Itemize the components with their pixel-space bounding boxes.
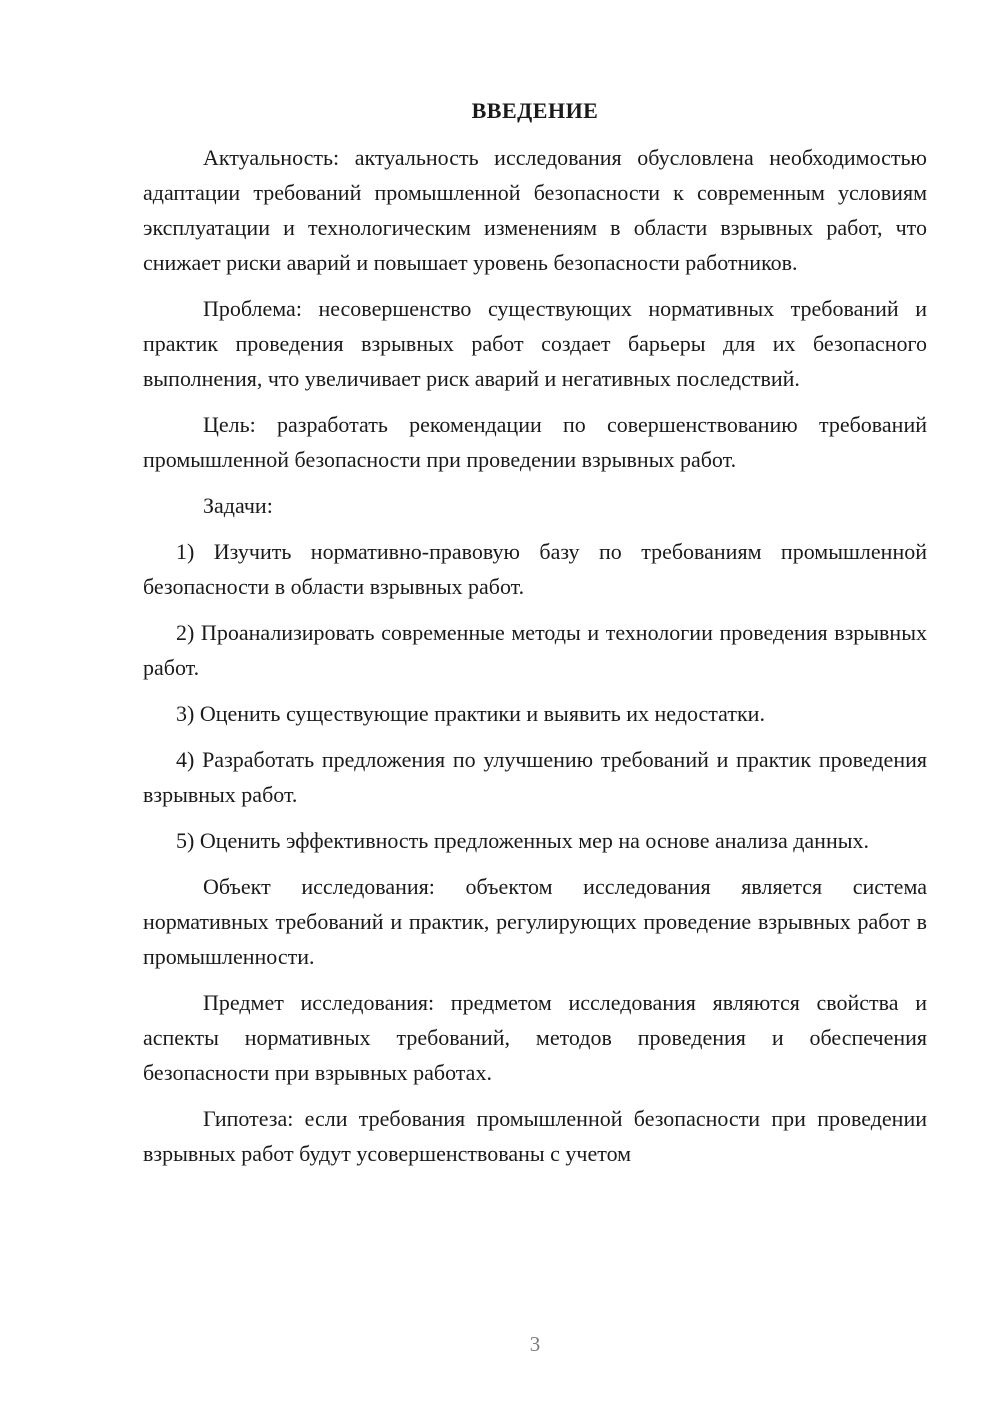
paragraph-hypothesis: Гипотеза: если требования промышленной безопасности при проведении взрывных работ будут усовершенствованы с учетом	[143, 1106, 927, 1166]
paragraph-problem: Проблема: несовершенство существующих нормативных требований и практик проведения взрывных работ создает барьеры для их безопасного выполнения, что увеличивает риск аварий и негативных последствий.	[143, 296, 927, 391]
document-body	[143, 140, 927, 1182]
task-item-4: 4) Разработать предложения по улучшению требований и практик проведения взрывных работ.	[143, 747, 927, 807]
document-page	[143, 0, 927, 1414]
task-item-5: 5) Оценить эффективность предложенных мер на основе анализа данных.	[176, 828, 870, 853]
task-item-2: 2) Проанализировать современные методы и технологии проведения взрывных работ.	[143, 620, 927, 680]
paragraph-subject: Предмет исследования: предметом исследования являются свойства и аспекты нормативных требований, методов проведения и обеспечения безопасности при взрывных работах.	[143, 990, 927, 1085]
section-title: ВВЕДЕНИЕ	[471, 98, 599, 123]
paragraph-relevance: Актуальность: актуальность исследования обусловлена необходимостью адаптации требований промышленной безопасности к современным условиям эксплуатации и технологическим изменениям в области взрывных работ, что снижает риски аварий и повышает уровень безопасности работников.	[143, 145, 927, 275]
paragraph-object: Объект исследования: объектом исследования является система нормативных требований и практик, регулирующих проведение взрывных работ в промышленности.	[143, 874, 927, 969]
page-number: 3	[529, 1332, 541, 1356]
paragraph-goal: Цель: разработать рекомендации по совершенствованию требований промышленной безопасности при проведении взрывных работ.	[143, 412, 927, 472]
task-item-3: 3) Оценить существующие практики и выявить их недостатки.	[176, 701, 765, 726]
paragraph-tasks-heading: Задачи:	[203, 493, 273, 518]
task-item-1: 1) Изучить нормативно-правовую базу по требованиям промышленной безопасности в области взрывных работ.	[143, 539, 927, 599]
